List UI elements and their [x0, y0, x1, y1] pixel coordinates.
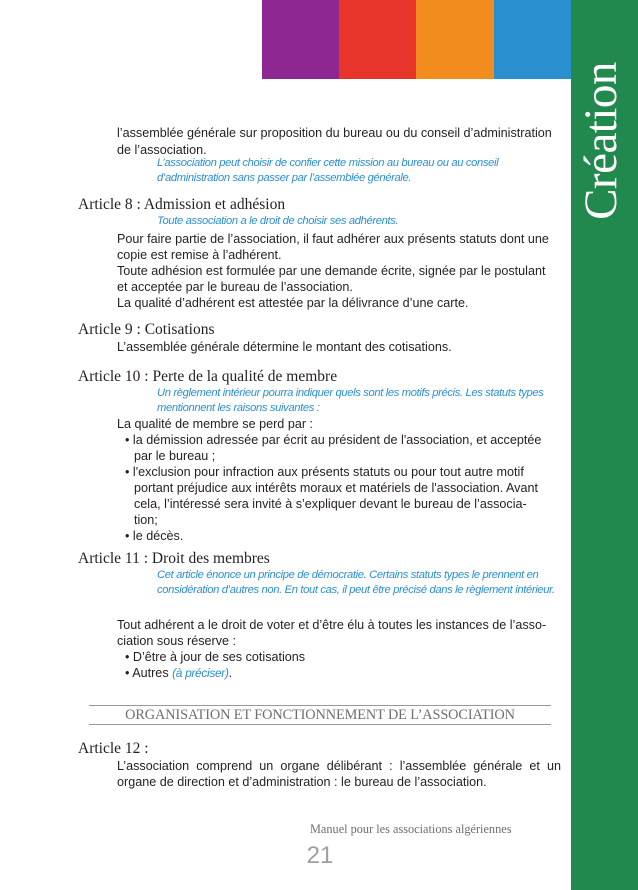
intro-line-1: l’assemblée générale sur proposition du bureau ou du conseil d’administration: [117, 126, 552, 140]
article-11-bullet-2-note: (à préciser): [172, 666, 229, 680]
article-10-bullet-1: • la démission adressée par écrit au président de l'association, et acceptée: [125, 433, 542, 447]
article-8-line-3: Toute adhésion est formulée par une demande écrite, signée par le postulant: [117, 264, 546, 278]
color-band-purple: [262, 0, 339, 79]
article-10-note-2: mentionnent les raisons suivantes :: [157, 402, 320, 414]
article-11-line-1: Tout adhérent a le droit de voter et d’être élu à toutes les instances de l’asso-: [117, 618, 547, 632]
page-number: 21: [306, 842, 334, 869]
article-9-heading: Article 9 : Cotisations: [78, 321, 215, 338]
article-12-line-1: L’association comprend un organe délibérant : l’assemblée générale et un: [117, 759, 561, 773]
article-11-line-2: ciation sous réserve :: [117, 634, 236, 648]
article-10-note-1: Un règlement intérieur pourra indiquer quels sont les motifs précis. Les statuts types: [157, 387, 544, 399]
side-title: Création: [575, 62, 627, 220]
article-10-bullet-2-cont-2: cela, l’intéressé sera invité à s’expliquer devant le bureau de l’associa-: [134, 497, 527, 511]
article-11-bullet-2-prefix: • Autres: [125, 666, 173, 680]
color-band-red: [339, 0, 416, 79]
section-title: ORGANISATION ET FONCTIONNEMENT DE L’ASSOCIATION: [89, 705, 551, 725]
intro-note-1: L’association peut choisir de confier cette mission au bureau ou au conseil: [157, 157, 499, 169]
article-10-bullet-2: • l'exclusion pour infraction aux présents statuts ou pour tout autre motif: [125, 465, 524, 479]
article-10-bullet-1-cont: par le bureau ;: [134, 449, 216, 463]
color-band-orange: [416, 0, 494, 79]
color-band-blue: [494, 0, 571, 79]
intro-note-2: d’administration sans passer par l’assemblée générale.: [157, 172, 412, 184]
article-8-heading: Article 8 : Admission et adhésion: [78, 196, 286, 213]
article-11-heading: Article 11 : Droit des membres: [78, 550, 270, 567]
intro-line-2: de l’association.: [117, 143, 207, 157]
manual-title: Manuel pour les associations algériennes: [310, 822, 512, 836]
article-8-line-1: Pour faire partie de l’association, il faut adhérer aux présents statuts dont une: [117, 232, 549, 246]
article-8-line-4: et acceptée par le bureau de l’association.: [117, 280, 353, 294]
article-11-bullet-1: • D’être à jour de ses cotisations: [125, 650, 306, 664]
article-10-bullet-2-cont-3: tion;: [134, 513, 158, 527]
article-8-line-2: copie est remise à l’adhérent.: [117, 248, 282, 262]
article-8-line-5: La qualité d’adhérent est attestée par la délivrance d’une carte.: [117, 296, 469, 310]
article-10-intro: La qualité de membre se perd par :: [117, 417, 314, 431]
article-10-bullet-2-cont-1: portant préjudice aux intérêts moraux et matériels de l'association. Avant: [134, 481, 538, 495]
article-12-heading: Article 12 :: [78, 740, 149, 757]
article-10-bullet-3: • le décès.: [125, 529, 184, 543]
article-11-note-1: Cet article énonce un principe de démocratie. Certains statuts types le prennent en: [157, 569, 539, 581]
article-11-bullet-2-suffix: .: [228, 666, 233, 680]
article-9-line-1: L’assemblée générale détermine le montant des cotisations.: [117, 340, 452, 354]
article-11-bullet-2: [125, 665, 232, 681]
article-10-heading: Article 10 : Perte de la qualité de membre: [78, 368, 338, 385]
article-11-note-2: considération d’autres non. En tout cas, il peut être précisé dans le règlement intérieur.: [157, 584, 555, 596]
article-12-line-2: organe de direction et d’administration : le bureau de l’association.: [117, 775, 487, 789]
article-8-note: Toute association a le droit de choisir ses adhérents.: [157, 215, 399, 227]
